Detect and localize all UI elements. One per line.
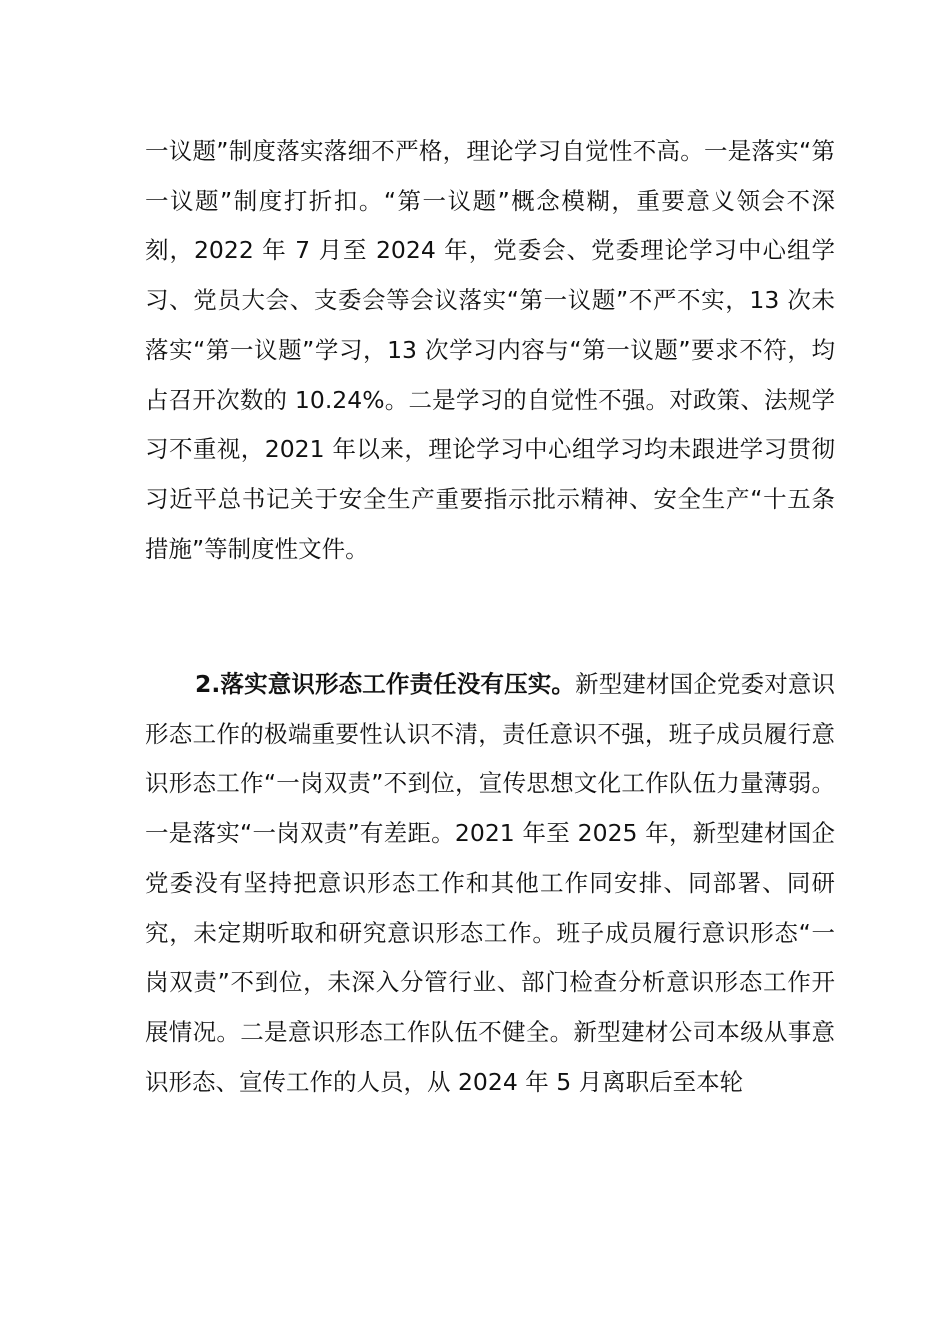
section-heading: 2.落实意识形态工作责任没有压实。 <box>195 670 576 698</box>
paragraph-ideology-responsibility <box>145 660 835 1107</box>
paragraph-text: 新型建材国企党委对意识形态工作的极端重要性认识不清，责任意识不强，班子成员履行意识形态工作“一岗双责”不到位，宣传思想文化工作队伍力量薄弱。一是落实“一岗双责”有差距。2021 年至 2025 年，新型建材国企党委没有坚持把意识形态工作和其他工作同安排、同部署、同研究，未定期听取和研究意识形态工作。班子成员履行意识形态“一岗双责”不到位，未深入分管行业、部门检查分析意识形态工作开展情况。二是意识形态工作队伍不健全。新型建材公司本级从事意识形态、宣传工作的人员，从 2024 年 5 月离职后至本轮 <box>145 670 836 1096</box>
paragraph-first-topic <box>145 127 835 574</box>
paragraph-text: 一议题”制度落实落细不严格，理论学习自觉性不高。一是落实“第一议题”制度打折扣。“第一议题”概念模糊，重要意义领会不深刻，2022 年 7 月至 2024 年，党委会、党委理论学习中心组学习、党员大会、支委会等会议落实“第一议题”不严不实，13 次未落实“第一议题”学习，13 次学习内容与“第一议题”要求不符，均占召开次数的 10.24%。二是学习的自觉性不强。对政策、法规学习不重视，2021 年以来，理论学习中心组学习均未跟进学习贯彻习近平总书记关于安全生产重要指示批示精神、安全生产“十五条措施”等制度性文件。 <box>145 137 835 563</box>
